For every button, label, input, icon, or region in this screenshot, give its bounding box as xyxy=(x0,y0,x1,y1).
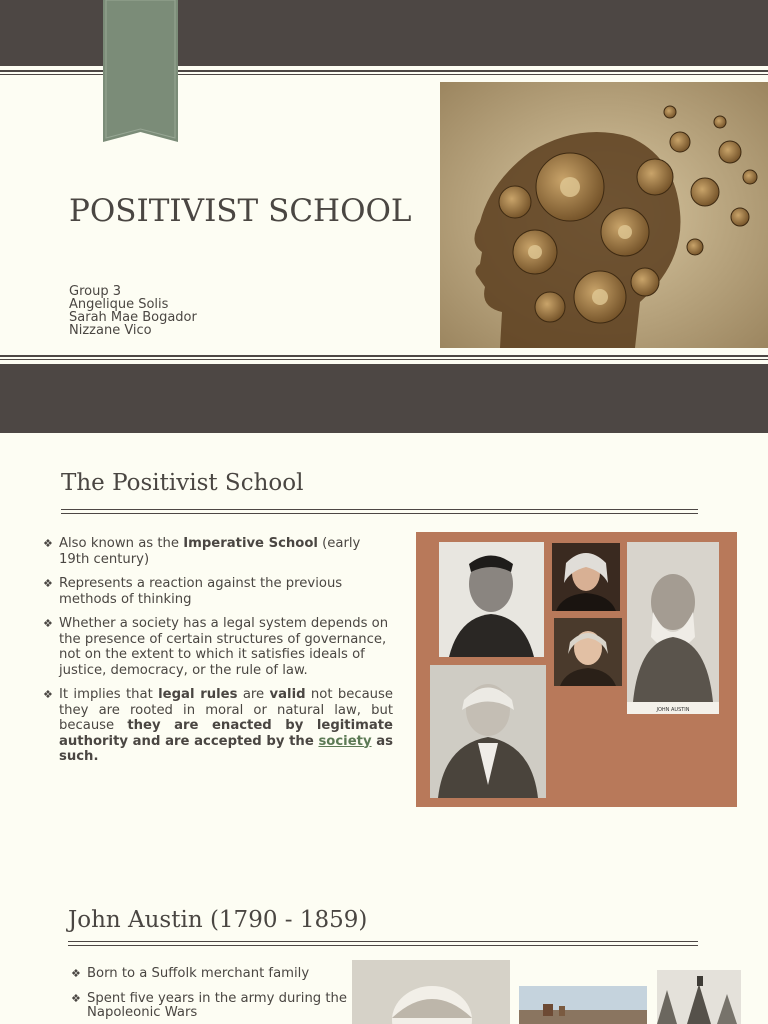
portrait-photo xyxy=(552,543,620,611)
title-underline xyxy=(68,945,698,946)
list-item: ❖ Represents a reaction against the previous methods of thinking xyxy=(43,576,343,607)
member-name: Nizzane Vico xyxy=(69,323,152,338)
philosophers-photo-panel xyxy=(416,532,737,807)
austin-portrait-photo xyxy=(352,960,510,1024)
bookmark-ribbon xyxy=(103,0,178,142)
bottom-band xyxy=(0,364,768,433)
slide-title: John Austin (1790 - 1859) xyxy=(68,907,368,933)
slide-title: The Positivist School xyxy=(61,470,304,496)
diamond-bullet-icon: ❖ xyxy=(71,967,81,980)
positivist-school-slide xyxy=(0,433,768,873)
list-item: ❖ Also known as the Imperative School (early 19th century) xyxy=(43,536,361,567)
list-item: ❖ Spent five years in the army during the Napoleonic Wars xyxy=(71,990,348,1020)
diamond-bullet-icon: ❖ xyxy=(43,617,53,630)
divider-line xyxy=(0,359,768,360)
bullet-list xyxy=(71,967,351,1024)
john-austin-slide xyxy=(0,873,768,1024)
list-item: ❖ Whether a society has a legal system depends on the presence of certain structures of governance, not on the extent to which it satisfies ideals of justice, democracy, or the rule of law. xyxy=(43,616,389,678)
list-item: ❖ It implies that legal rules are valid not because they are rooted in moral or natural law, but because they are enacted by legitimate authority and are accepted by the society as such. xyxy=(43,687,394,764)
diamond-bullet-icon: ❖ xyxy=(43,537,53,550)
list-item: ❖ Born to a Suffolk merchant family xyxy=(71,966,310,981)
diamond-bullet-icon: ❖ xyxy=(43,688,53,701)
bullet-list xyxy=(43,536,393,774)
landscape-photo xyxy=(519,986,647,1024)
portrait-photo xyxy=(430,665,546,798)
diamond-bullet-icon: ❖ xyxy=(43,577,53,590)
gear-head-image xyxy=(440,82,768,348)
title-underline xyxy=(68,941,698,942)
group-label: Group 3 xyxy=(69,284,121,299)
presentation-title: POSITIVIST SCHOOL xyxy=(69,193,412,229)
portrait-photo xyxy=(627,542,719,714)
photo-caption: JOHN AUSTIN xyxy=(656,707,690,713)
portrait-photo xyxy=(439,542,544,657)
member-name: Angelique Solis xyxy=(69,297,169,312)
portrait-photo xyxy=(554,618,622,686)
member-name: Sarah Mae Bogador xyxy=(69,310,197,325)
diamond-bullet-icon: ❖ xyxy=(71,991,81,1005)
divider-line xyxy=(0,355,768,357)
title-slide xyxy=(0,0,768,433)
title-underline xyxy=(61,509,698,510)
group-info xyxy=(69,285,197,337)
society-link[interactable]: society xyxy=(318,733,372,749)
title-underline xyxy=(61,513,698,514)
historic-illustration-photo xyxy=(657,970,741,1024)
